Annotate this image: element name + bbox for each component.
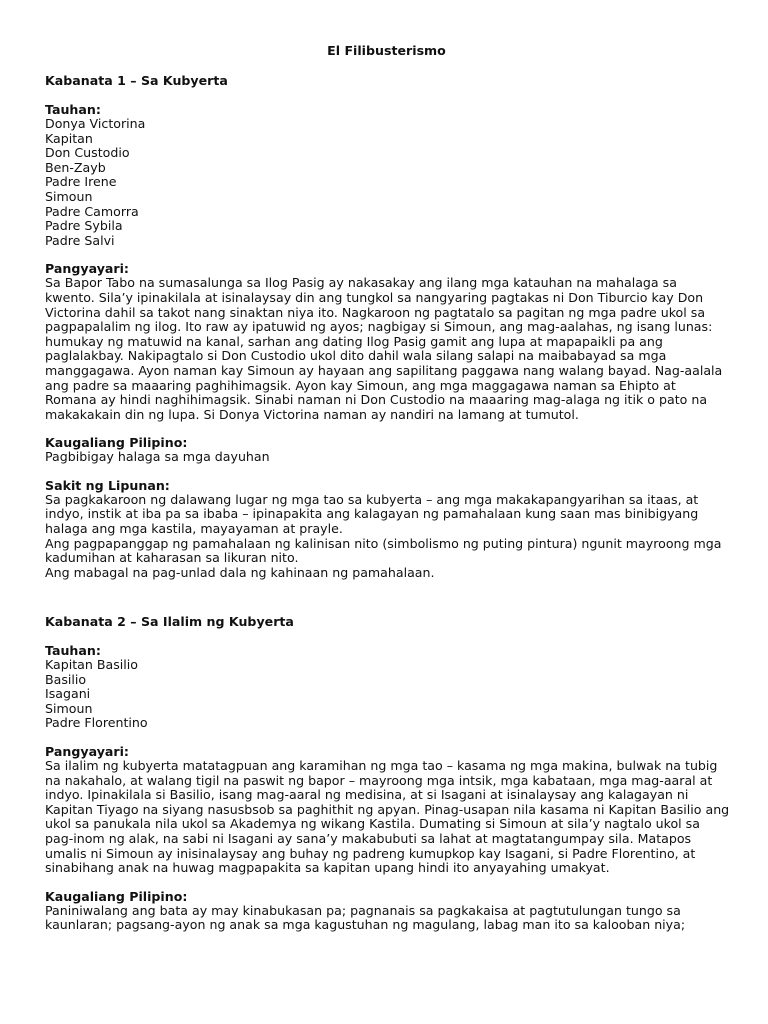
values-heading: Kaugaliang Pilipino: xyxy=(45,888,188,904)
events-line: sinabihang anak na huwag magpapakita sa kapitan upang hindi ito anyayahing umakyat. xyxy=(45,860,610,876)
values-line: Pagbibigay halaga sa mga dayuhan xyxy=(45,449,270,465)
values-paragraph xyxy=(45,450,735,465)
events-heading: Pangyayari: xyxy=(45,261,129,277)
character-item: Simoun xyxy=(45,700,93,716)
character-item: Donya Victorina xyxy=(45,116,146,131)
events-line: paglalakbay. Nakipagtalo si Don Custodio ukol dito dahil wala silang salapi na maibabayad sa mga xyxy=(45,348,667,364)
events-paragraph xyxy=(45,759,735,876)
events-line: Sa Bapor Tabo na sumasalunga sa Ilog Pasig ay nakasakay ang ilang mga katauhan na mahalaga sa xyxy=(45,275,677,291)
characters-list xyxy=(45,117,735,248)
character-item: Padre Sybila xyxy=(45,218,123,234)
characters-heading: Tauhan: xyxy=(45,102,101,117)
society-line: halaga ang mga kastila, mayayaman at prayle. xyxy=(45,521,343,537)
society-line: Ang pagpapanggap ng pamahalaan ng kalinisan nito (simbolismo ng puting pintura) ngunit mayroong mga xyxy=(45,535,722,551)
events-line: na nakahalo, at walang tigil na paswit ng bapor – mayroong mga intsik, mga kabataan, mga mag-aaral at xyxy=(45,772,713,788)
society-heading: Sakit ng Lipunan: xyxy=(45,477,170,493)
character-item: Ben-Zayb xyxy=(45,159,106,175)
character-item: Basilio xyxy=(45,671,87,687)
events-line: Sa ilalim ng kubyerta matatagpuan ang karamihan ng mga tao – kasama ng mga makina, bulwak na tubig xyxy=(45,757,718,773)
events-line: umalis ni Simoun ay inisinalaysay ang buhay ng padreng kumupkop kay Isagani, si Padre Florentino, at xyxy=(45,845,696,861)
events-line: makakakain din ng lupa. Si Donya Victorina naman ay nandiri na lamang at tumutol. xyxy=(45,406,579,422)
events-line: Victorina dahil sa takot nang sinaktan niya ito. Nagkaroon ng pagtatalo sa pagitan ng mga padre ukol sa xyxy=(45,304,706,320)
character-item: Kapitan Basilio xyxy=(45,657,139,672)
values-line: kaunlaran; pagsang-ayon ng anak sa mga kagustuhan ng magulang, labag man ito sa kalooban niya; xyxy=(45,917,686,933)
chapter-title: Kabanata 2 – Sa Ilalim ng Kubyerta xyxy=(45,614,294,629)
chapter-2 xyxy=(45,614,735,933)
society-paragraph xyxy=(45,493,735,581)
character-item: Padre Camorra xyxy=(45,203,139,219)
character-item: Don Custodio xyxy=(45,145,130,161)
character-item: Padre Florentino xyxy=(45,715,148,731)
events-heading: Pangyayari: xyxy=(45,743,129,759)
events-line: Romana ay hindi naghihimagsik. Sinabi naman ni Don Custodio na maaaring mag-alaga ng itik o pato na xyxy=(45,392,708,408)
characters-list xyxy=(45,658,735,731)
society-line: indyo, instik at iba pa sa ibaba – ipinapakita ang kalagayan ng pamahalaan kung saan mas binibigyang xyxy=(45,506,699,522)
character-item: Padre Salvi xyxy=(45,232,115,248)
values-heading: Kaugaliang Pilipino: xyxy=(45,435,188,451)
events-line: indyo. Ipinakilala si Basilio, isang mag-aaral ng medisina, at si Isagani at isinalaysay ang kalagayan ni xyxy=(45,787,689,803)
chapter-title: Kabanata 1 – Sa Kubyerta xyxy=(45,73,228,88)
character-item: Isagani xyxy=(45,686,91,702)
values-line: Paniniwalang ang bata ay may kinabukasan pa; pagnanais sa pagkakaisa at pagtutulungan tungo sa xyxy=(45,902,681,918)
characters-heading: Tauhan: xyxy=(45,643,101,658)
society-line: Ang mabagal na pag-unlad dala ng kahinaan ng pamahalaan. xyxy=(45,564,435,580)
events-line: Kapitan Tiyago na siyang nasusbsob sa paghithit ng apyan. Pinag-usapan nila kasama ni Kapitan Basilio ang xyxy=(45,801,730,817)
society-line: kadumihan at kaharasan sa likuran nito. xyxy=(45,550,299,566)
events-line: manggagawa. Ayon naman kay Simoun ay hayaan ang sapilitang paggawa nang walang bayad. Nag-aalala xyxy=(45,362,723,378)
character-item: Simoun xyxy=(45,188,93,204)
events-line: pag-inom ng alak, na sabi ni Isagani ay sana’y makabubuti sa lahat at magtatangumpay sila. Matapos xyxy=(45,830,692,846)
document-title: El Filibusterismo xyxy=(327,43,446,58)
values-paragraph xyxy=(45,904,735,933)
character-item: Padre Irene xyxy=(45,174,117,190)
character-item: Kapitan xyxy=(45,130,93,146)
events-line: ang padre sa maaaring paghihimagsik. Ayon kay Simoun, ang mga maggagawa naman sa Ehipto at xyxy=(45,377,676,393)
events-line: pagpapalalim ng ilog. Ito raw ay ipatuwid ng ayos; nagbigay si Simoun, ang mag-aalahas, ng isang lunas: xyxy=(45,319,713,335)
chapter-1 xyxy=(45,73,735,580)
society-line: Sa pagkakaroon ng dalawang lugar ng mga tao sa kubyerta – ang mga makakapangyarihan sa itaas, at xyxy=(45,491,699,507)
events-paragraph xyxy=(45,276,735,422)
events-line: ukol sa panukala nila ukol sa Akademya ng wikang Kastila. Dumating si Simoun at sila’y nagtalo ukol sa xyxy=(45,816,700,832)
events-line: humukay ng matuwid na kanal, sarhan ang dating Ilog Pasig gamit ang lupa at mapapaikli pa ang xyxy=(45,333,663,349)
events-line: kwento. Sila’y ipinakilala at isinalaysay din ang tungkol sa nangyaring pagtakas ni Don Tiburcio kay Don xyxy=(45,289,704,305)
